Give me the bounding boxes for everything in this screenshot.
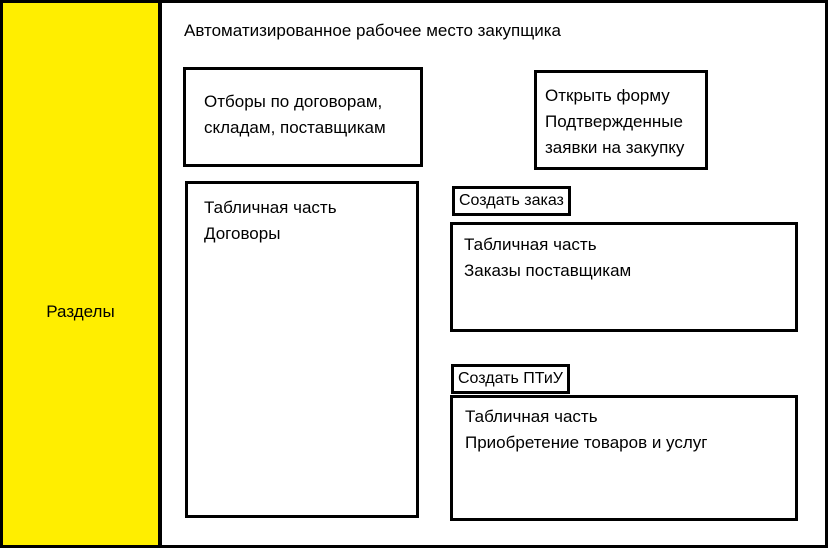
- purchases-table-label: [465, 404, 707, 456]
- open-form-line-3: заявки на закупку: [545, 138, 685, 157]
- orders-line-1: Табличная часть: [464, 235, 597, 254]
- sidebar-sections[interactable]: [0, 0, 162, 548]
- orders-line-2: Заказы поставщикам: [464, 261, 632, 280]
- contracts-line-1: Табличная часть: [204, 198, 337, 217]
- create-order-button[interactable]: Создать заказ: [452, 186, 571, 216]
- contracts-table-label: [204, 195, 337, 247]
- filters-line-1: Отборы по договорам,: [204, 92, 383, 111]
- create-ptiu-button[interactable]: Создать ПТиУ: [451, 364, 570, 394]
- purchases-line-2: Приобретение товаров и услуг: [465, 433, 708, 452]
- open-form-line-1: Открыть форму: [545, 86, 670, 105]
- page-title: Автоматизированное рабочее место закупщика: [184, 21, 561, 40]
- sidebar-label: Разделы: [46, 302, 115, 321]
- purchases-line-1: Табличная часть: [465, 407, 598, 426]
- open-form-line-2: Подтвержденные: [545, 112, 683, 131]
- filters-panel-label: [204, 89, 386, 141]
- orders-table-label: [464, 232, 631, 284]
- filters-line-2: складам, поставщикам: [204, 118, 386, 137]
- open-form-label: [545, 83, 684, 161]
- contracts-line-2: Договоры: [204, 224, 281, 243]
